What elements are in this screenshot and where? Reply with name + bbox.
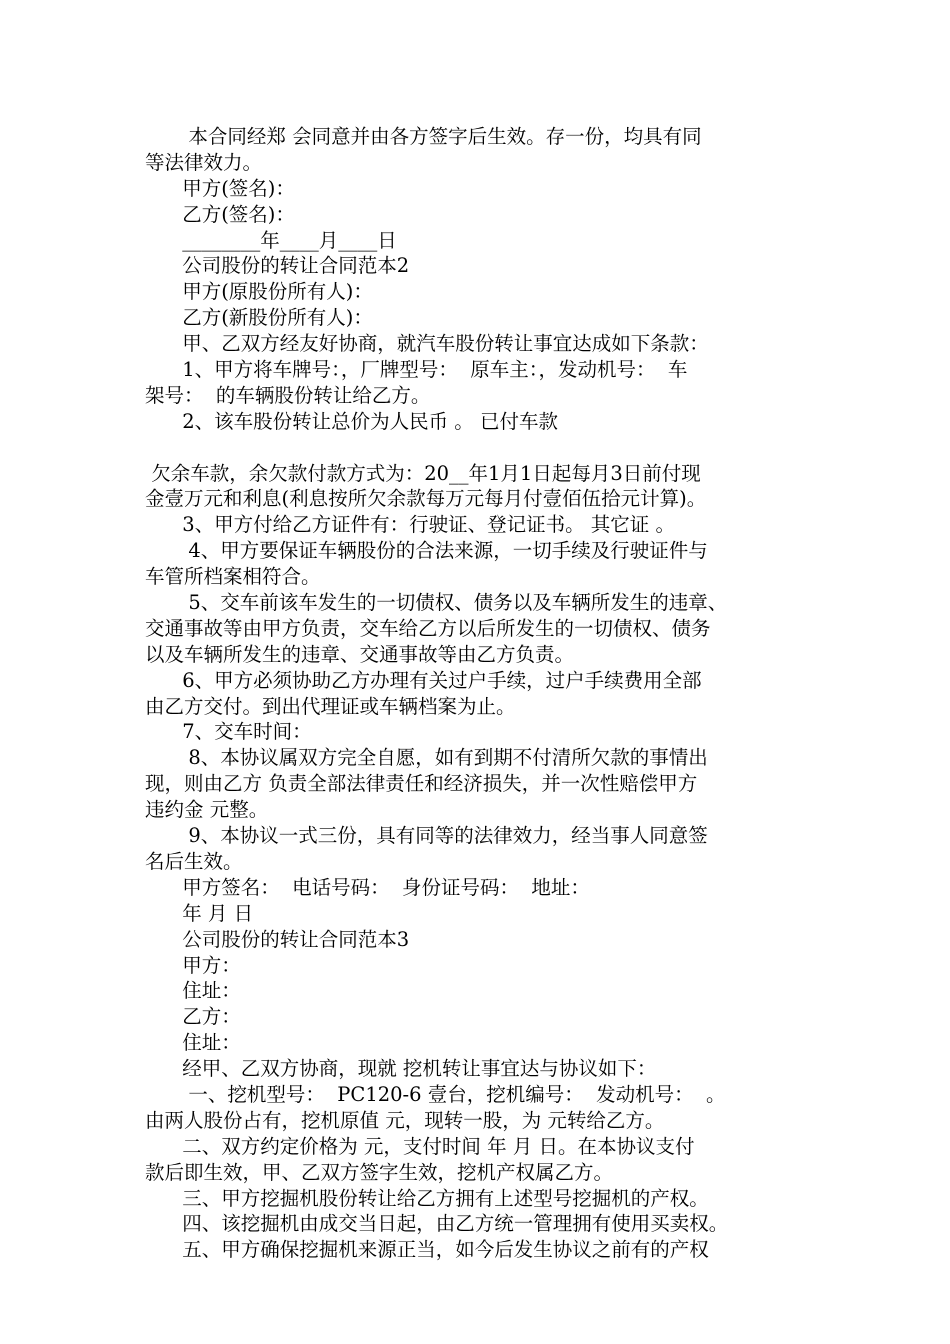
text-line: 6、甲方必须协助乙方办理有关过户手续，过户手续费用全部 [145,668,702,692]
text-line: 车管所档案相符合。 [145,565,321,589]
text-line: 住址： [145,1031,241,1055]
text-line: 一、挖机型号： PC120-6 壹台，挖机编号： 发动机号： 。 [145,1082,726,1106]
text-line: 名后生效。 [145,849,243,873]
text-line: 金壹万元和利息(利息按所欠余款每万元每月付壹佰伍拾元计算)。 [145,487,707,511]
text-line: 4、甲方要保证车辆股份的合法来源，一切手续及行驶证件与 [145,539,708,563]
text-line: 住址： [145,979,241,1003]
text-line: 乙方： [145,1005,241,1029]
text-line: 甲方(原股份所有人)： [145,280,373,304]
text-line: 以及车辆所发生的违章、交通事故等由乙方负责。 [145,642,575,666]
text-line: 3、甲方付给乙方证件有：行驶证、登记证书。 其它证 。 [145,513,675,537]
text-line: 甲、乙双方经友好协商，就汽车股份转让事宜达成如下条款： [145,332,709,356]
text-line: 由两人股份占有，挖机原值 元，现转一股，为 元转给乙方。 [145,1108,665,1132]
text-line: 款后即生效，甲、乙双方签字生效，挖机产权属乙方。 [145,1160,614,1184]
text-line: 交通事故等由甲方负责，交车给乙方以后所发生的一切债权、债务 [145,616,711,640]
text-line: 甲方： [145,953,241,977]
text-line: 1、甲方将车牌号：，厂牌型号： 原车主：，发动机号： 车 [145,358,688,382]
text-line: 7、交车时间： [145,720,312,744]
text-line: 三、甲方挖掘机股份转让给乙方拥有上述型号挖掘机的产权。 [145,1186,709,1210]
text-line: 本合同经郑 会同意并由各方签字后生效。存一份，均具有同 [145,125,702,148]
text-line: 违约金 元整。 [145,798,269,822]
text-line: 五、甲方确保挖掘机来源正当，如今后发生协议之前有的产权 [145,1238,709,1262]
text-line: 8、本协议属双方完全自愿，如有到期不付清所欠款的事情出 [145,746,708,770]
contract-document [145,124,815,1263]
text-line: 二、双方约定价格为 元，支付时间 年 月 日。在本协议支付 [145,1134,695,1158]
text-line: 2、该车股份转让总价为人民币 。 已付车款 [145,409,558,433]
blank-line [145,435,815,461]
text-line: 5、交车前该车发生的一切债权、债务以及车辆所发生的违章、 [145,591,728,615]
text-line: 乙方(新股份所有人)： [145,306,373,330]
text-line: ________年____月____日 [145,228,397,252]
text-line: 乙方(签名)： [145,202,295,226]
text-line: 甲方(签名)： [145,176,295,200]
text-line: 现，则由乙方 负责全部法律责任和经济损失，并一次性赔偿甲方 [145,772,698,796]
text-line: 经甲、乙双方协商，现就 挖机转让事宜达与协议如下： [145,1057,657,1081]
text-line: 等法律效力。 [145,150,263,174]
text-line: 欠余车款，余欠款付款方式为：20__年1月1日起每月3日前付现 [145,461,701,485]
text-line: 架号： 的车辆股份转让给乙方。 [145,383,431,407]
text-line: 9、本协议一式三份，具有同等的法律效力，经当事人同意签 [145,824,708,848]
text-line: 甲方签名： 电话号码： 身份证号码： 地址： [145,875,590,899]
text-line: 由乙方交付。到出代理证或车辆档案为止。 [145,694,516,718]
text-line: 公司股份的转让合同范本3 [145,927,410,951]
text-line: 年 月 日 [145,901,254,925]
text-line: 四、该挖掘机由成交当日起，由乙方统一管理拥有使用买卖权。 [145,1212,729,1236]
text-line: 公司股份的转让合同范本2 [145,254,410,278]
